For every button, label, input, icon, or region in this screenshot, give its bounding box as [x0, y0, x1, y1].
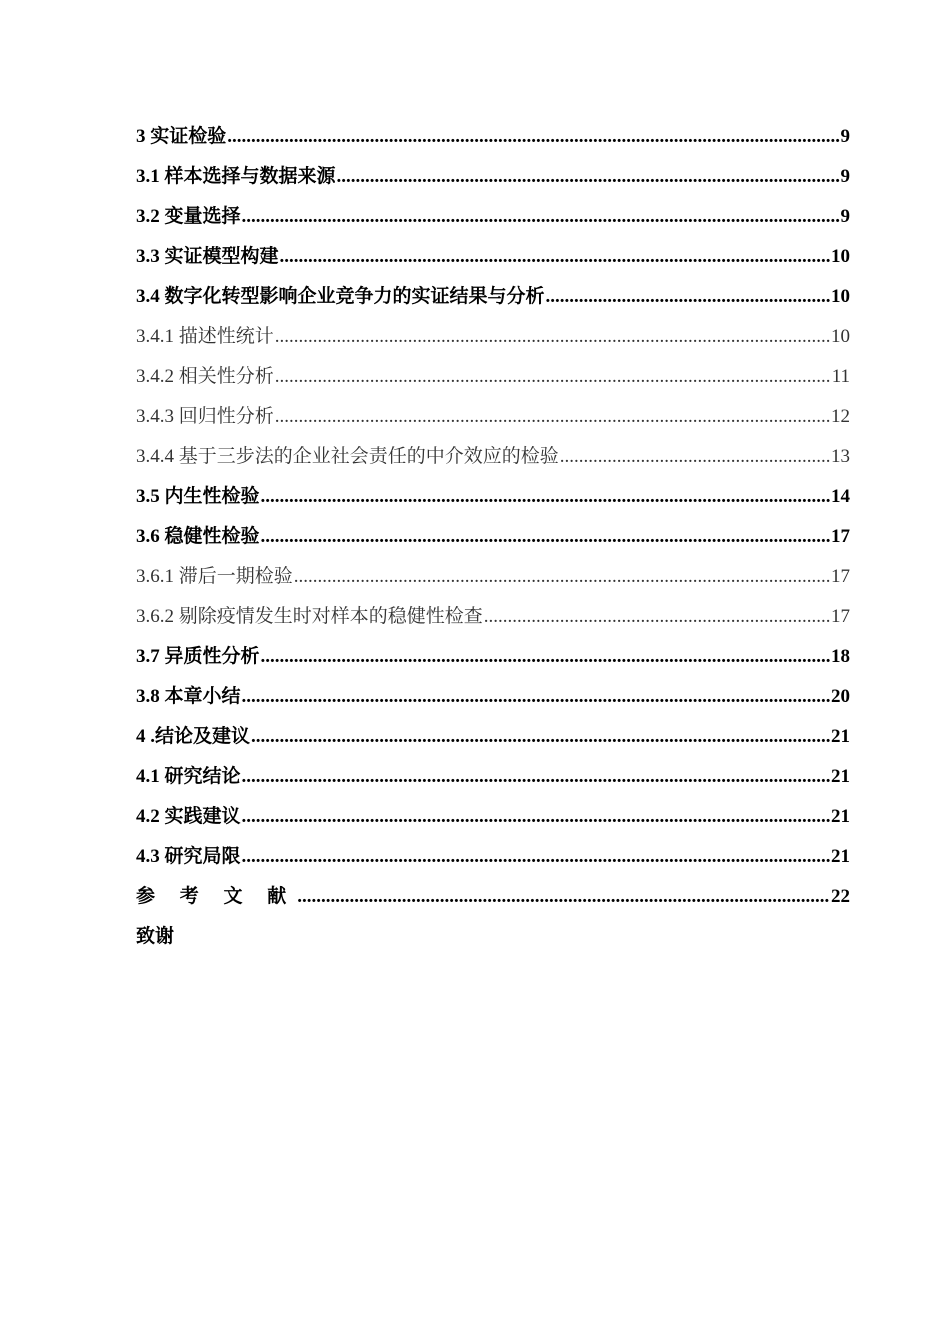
toc-entry-page: 17	[831, 526, 850, 547]
toc-entry-page: 9	[840, 206, 850, 227]
toc-entry-page: 14	[831, 486, 850, 507]
toc-dot-leader	[261, 477, 830, 517]
toc-entry[interactable]	[136, 317, 850, 357]
toc-dot-leader	[261, 637, 830, 677]
toc-dot-leader	[297, 877, 830, 917]
toc-dot-leader	[261, 517, 830, 557]
toc-entry-title: 参 考 文 献	[136, 886, 297, 907]
toc-entry-page: 17	[831, 566, 850, 587]
toc-entry-page: 17	[831, 606, 850, 627]
toc-entry[interactable]	[136, 517, 850, 557]
toc-entry-title: 3.4.4 基于三步法的企业社会责任的中介效应的检验	[136, 446, 559, 467]
toc-dot-leader	[275, 317, 830, 357]
toc-dot-leader	[560, 437, 830, 477]
toc-entry[interactable]	[136, 277, 850, 317]
toc-entry[interactable]	[136, 757, 850, 797]
toc-entry-page: 22	[831, 886, 850, 907]
toc-entry-title: 3.4.3 回归性分析	[136, 406, 274, 427]
toc-entry-title: 4.1 研究结论	[136, 766, 241, 787]
toc-dot-leader	[242, 797, 830, 837]
toc-dot-leader	[294, 557, 830, 597]
toc-entry[interactable]	[136, 437, 850, 477]
toc-dot-leader	[242, 197, 840, 237]
toc-dot-leader	[227, 117, 839, 157]
toc-dot-leader	[484, 597, 830, 637]
toc-dot-leader	[275, 357, 831, 397]
toc-dot-leader	[280, 237, 830, 277]
table-of-contents	[136, 117, 850, 957]
toc-entry-page: 10	[831, 326, 850, 347]
toc-dot-leader	[275, 397, 830, 437]
toc-entry[interactable]	[136, 117, 850, 157]
toc-entry[interactable]	[136, 157, 850, 197]
toc-dot-leader	[251, 717, 830, 757]
toc-entry[interactable]	[136, 197, 850, 237]
toc-entry-page: 11	[831, 366, 850, 387]
toc-entry-title: 3.6 稳健性检验	[136, 526, 260, 547]
toc-entry[interactable]	[136, 397, 850, 437]
toc-entry[interactable]	[136, 237, 850, 277]
toc-dot-leader	[337, 157, 840, 197]
toc-entry-title: 4.3 研究局限	[136, 846, 241, 867]
toc-entry[interactable]	[136, 677, 850, 717]
toc-entry[interactable]	[136, 597, 850, 637]
toc-entry[interactable]	[136, 357, 850, 397]
toc-entry-title: 3.6.1 滞后一期检验	[136, 566, 293, 587]
toc-entry-page: 13	[831, 446, 850, 467]
toc-dot-leader	[242, 677, 830, 717]
toc-entry-page: 10	[831, 246, 850, 267]
toc-entry[interactable]	[136, 557, 850, 597]
toc-entry-title: 3.1 样本选择与数据来源	[136, 166, 336, 187]
toc-entry-title: 致谢	[136, 926, 175, 947]
toc-entry[interactable]	[136, 797, 850, 837]
toc-entry-page: 9	[840, 126, 850, 147]
toc-entry-title: 3 实证检验	[136, 126, 227, 147]
toc-entry-title: 3.5 内生性检验	[136, 486, 260, 507]
toc-entry-title: 4 .结论及建议	[136, 726, 251, 747]
toc-entry-title: 3.4.2 相关性分析	[136, 366, 274, 387]
toc-entry-title: 3.2 变量选择	[136, 206, 241, 227]
toc-entry-title: 3.6.2 剔除疫情发生时对样本的稳健性检查	[136, 606, 483, 627]
toc-entry-page: 9	[840, 166, 850, 187]
toc-entry[interactable]	[136, 717, 850, 757]
toc-dot-leader	[546, 277, 830, 317]
toc-entry-page: 21	[831, 846, 850, 867]
toc-entry-page: 21	[831, 726, 850, 747]
toc-entry[interactable]	[136, 837, 850, 877]
toc-entry-title: 4.2 实践建议	[136, 806, 241, 827]
toc-entry-page: 12	[831, 406, 850, 427]
toc-entry[interactable]	[136, 477, 850, 517]
toc-entry-title: 3.3 实证模型构建	[136, 246, 279, 267]
toc-entry-page: 18	[831, 646, 850, 667]
toc-entry-title: 3.4.1 描述性统计	[136, 326, 274, 347]
toc-dot-leader	[242, 837, 830, 877]
toc-entry-acknowledgements[interactable]	[136, 917, 850, 957]
toc-entry-page: 21	[831, 766, 850, 787]
toc-entry-title: 3.7 异质性分析	[136, 646, 260, 667]
toc-entry[interactable]	[136, 637, 850, 677]
toc-entry-title: 3.4 数字化转型影响企业竞争力的实证结果与分析	[136, 286, 545, 307]
toc-entry-page: 20	[831, 686, 850, 707]
toc-entry-page: 21	[831, 806, 850, 827]
toc-entry-title: 3.8 本章小结	[136, 686, 241, 707]
toc-entry-page: 10	[831, 286, 850, 307]
toc-entry-references[interactable]	[136, 877, 850, 917]
toc-dot-leader	[242, 757, 830, 797]
